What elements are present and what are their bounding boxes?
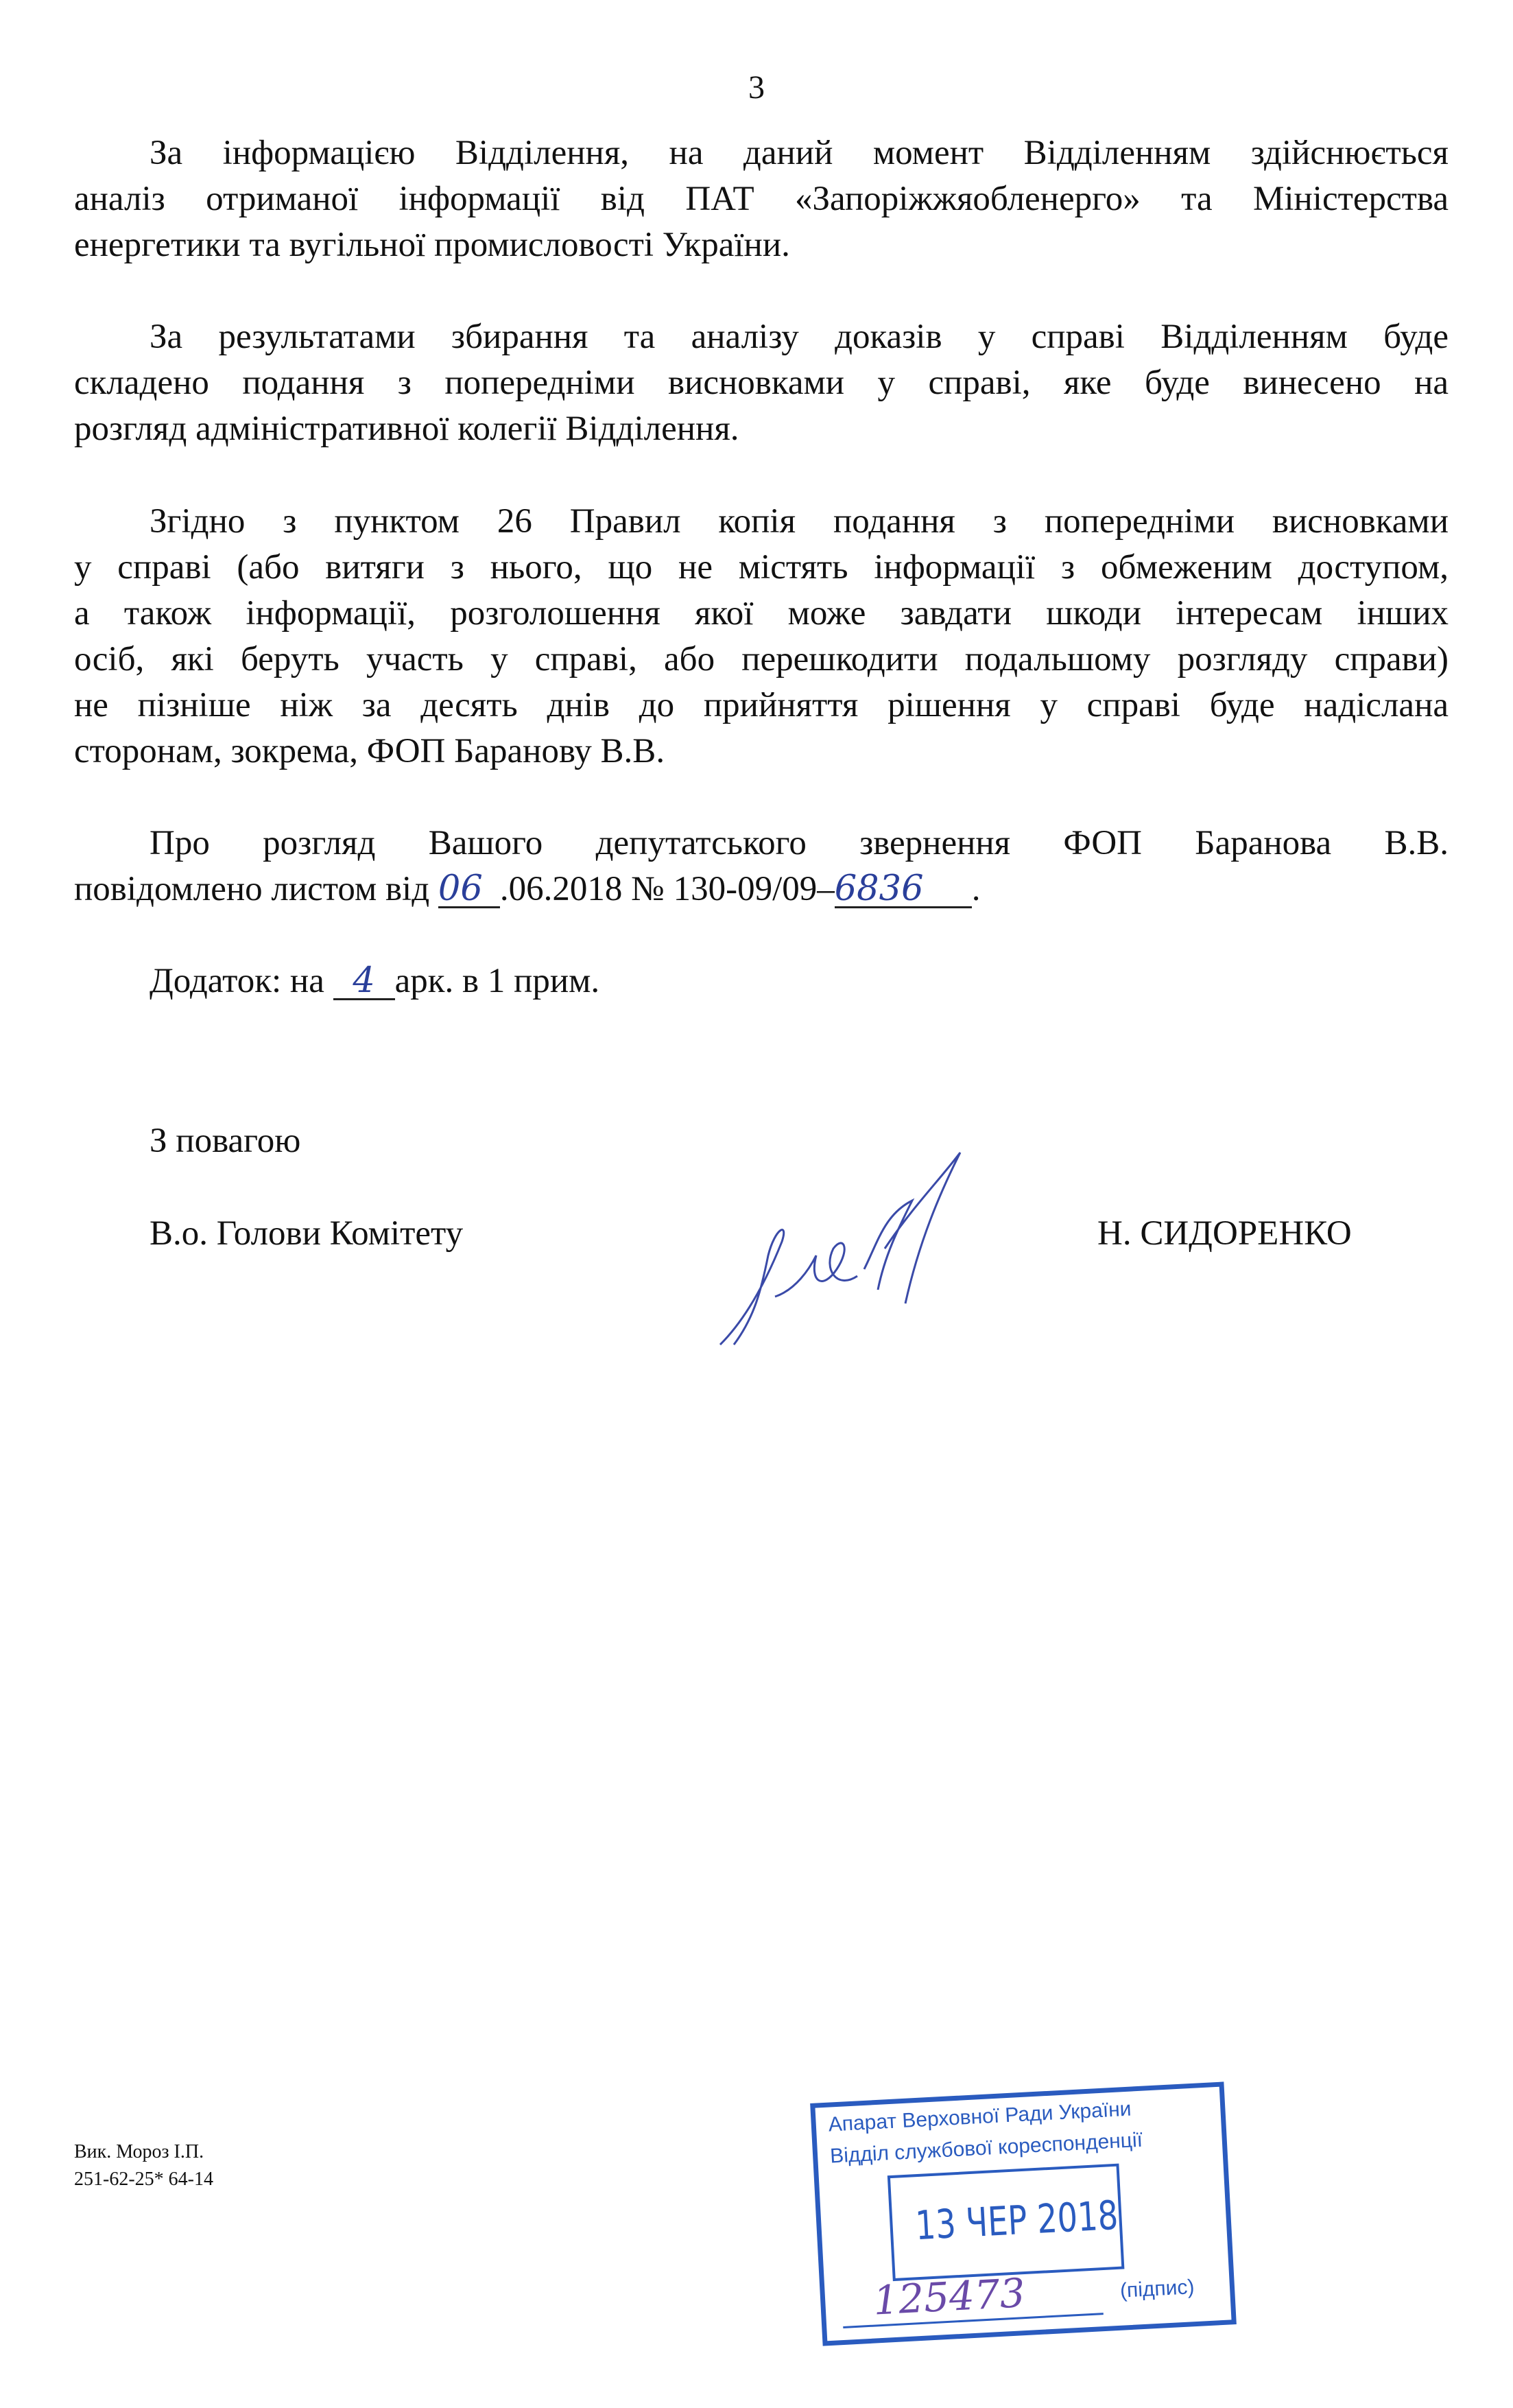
text-line: розгляд адміністративної колегії Відділення. [74, 410, 739, 448]
paragraph-1 [74, 130, 1449, 268]
text-line: сторонам, зокрема, ФОП Баранову В.В. [74, 732, 665, 770]
attachment-suffix: арк. в 1 прим. [394, 962, 600, 1000]
text-line: осіб, які беруть участь у справі, або перешкодити подальшому розгляду справи) [74, 640, 1449, 678]
text-line: а також інформації, розголошення якої може завдати шкоди інтересам інших [74, 594, 1449, 633]
stamp-line-2: Відділ службової кореспонденції [829, 2128, 1143, 2168]
notification-suffix: . [971, 870, 981, 908]
stamp-date-box [887, 2164, 1125, 2281]
paragraph-3 [74, 499, 1449, 775]
text-line: За інформацією Відділення, на даний момент Відділенням здійснюється [150, 134, 1449, 172]
text-line: складено подання з попередніми висновками у справі, яке буде винесено на [74, 364, 1449, 402]
notification-prefix: повідомлено листом від [74, 870, 438, 908]
text-line: За результатами збирання та аналізу доказів у справі Відділенням буде [150, 318, 1449, 356]
signatory-title: В.о. Голови Комітету [150, 1214, 464, 1253]
handwritten-letter-number: 6836 [835, 872, 972, 908]
attachment-line [150, 958, 599, 1004]
page-number: 3 [748, 69, 765, 106]
paragraph-2 [74, 314, 1449, 452]
text-line: не пізніше ніж за десять днів до прийняття рішення у справі буде надіслана [74, 686, 1449, 724]
notification-middle: .06.2018 № 130-09/09– [499, 870, 835, 908]
executor-name: Вик. Мороз І.П. [74, 2141, 204, 2162]
text-line: аналіз отриманої інформації від ПАТ «Запоріжжяобленерго» та Міністерства [74, 180, 1449, 218]
stamp-signature-label: (підпис) [1119, 2276, 1195, 2302]
text-line: Про розгляд Вашого депутатського звернення ФОП Баранова В.В. [150, 824, 1449, 862]
stamp-date: 13 ЧЕР 2018 [914, 2191, 1119, 2250]
closing: З повагою [150, 1122, 301, 1160]
signature [706, 1139, 1036, 1372]
stamp-line-1: Апарат Верховної Ради України [827, 2097, 1132, 2136]
paragraph-notification [74, 821, 1449, 912]
text-line: Згідно з пунктом 26 Правил копія подання з попередніми висновками [150, 502, 1449, 541]
attachment-prefix: Додаток: на [150, 962, 333, 1000]
text-line: енергетики та вугільної промисловості України. [74, 226, 790, 264]
signatory-name: Н. СИДОРЕНКО [1097, 1214, 1352, 1253]
text-line [74, 866, 1449, 912]
executor-phone: 251-62-25* 64-14 [74, 2169, 213, 2190]
text-line: у справі (або витяги з нього, що не містять інформації з обмеженим доступом, [74, 548, 1449, 587]
stamp-reg-number: 125473 [872, 2269, 1027, 2324]
handwritten-day: 06 [438, 872, 500, 908]
handwritten-sheets: 4 [333, 964, 395, 1000]
registration-stamp [810, 2081, 1237, 2346]
